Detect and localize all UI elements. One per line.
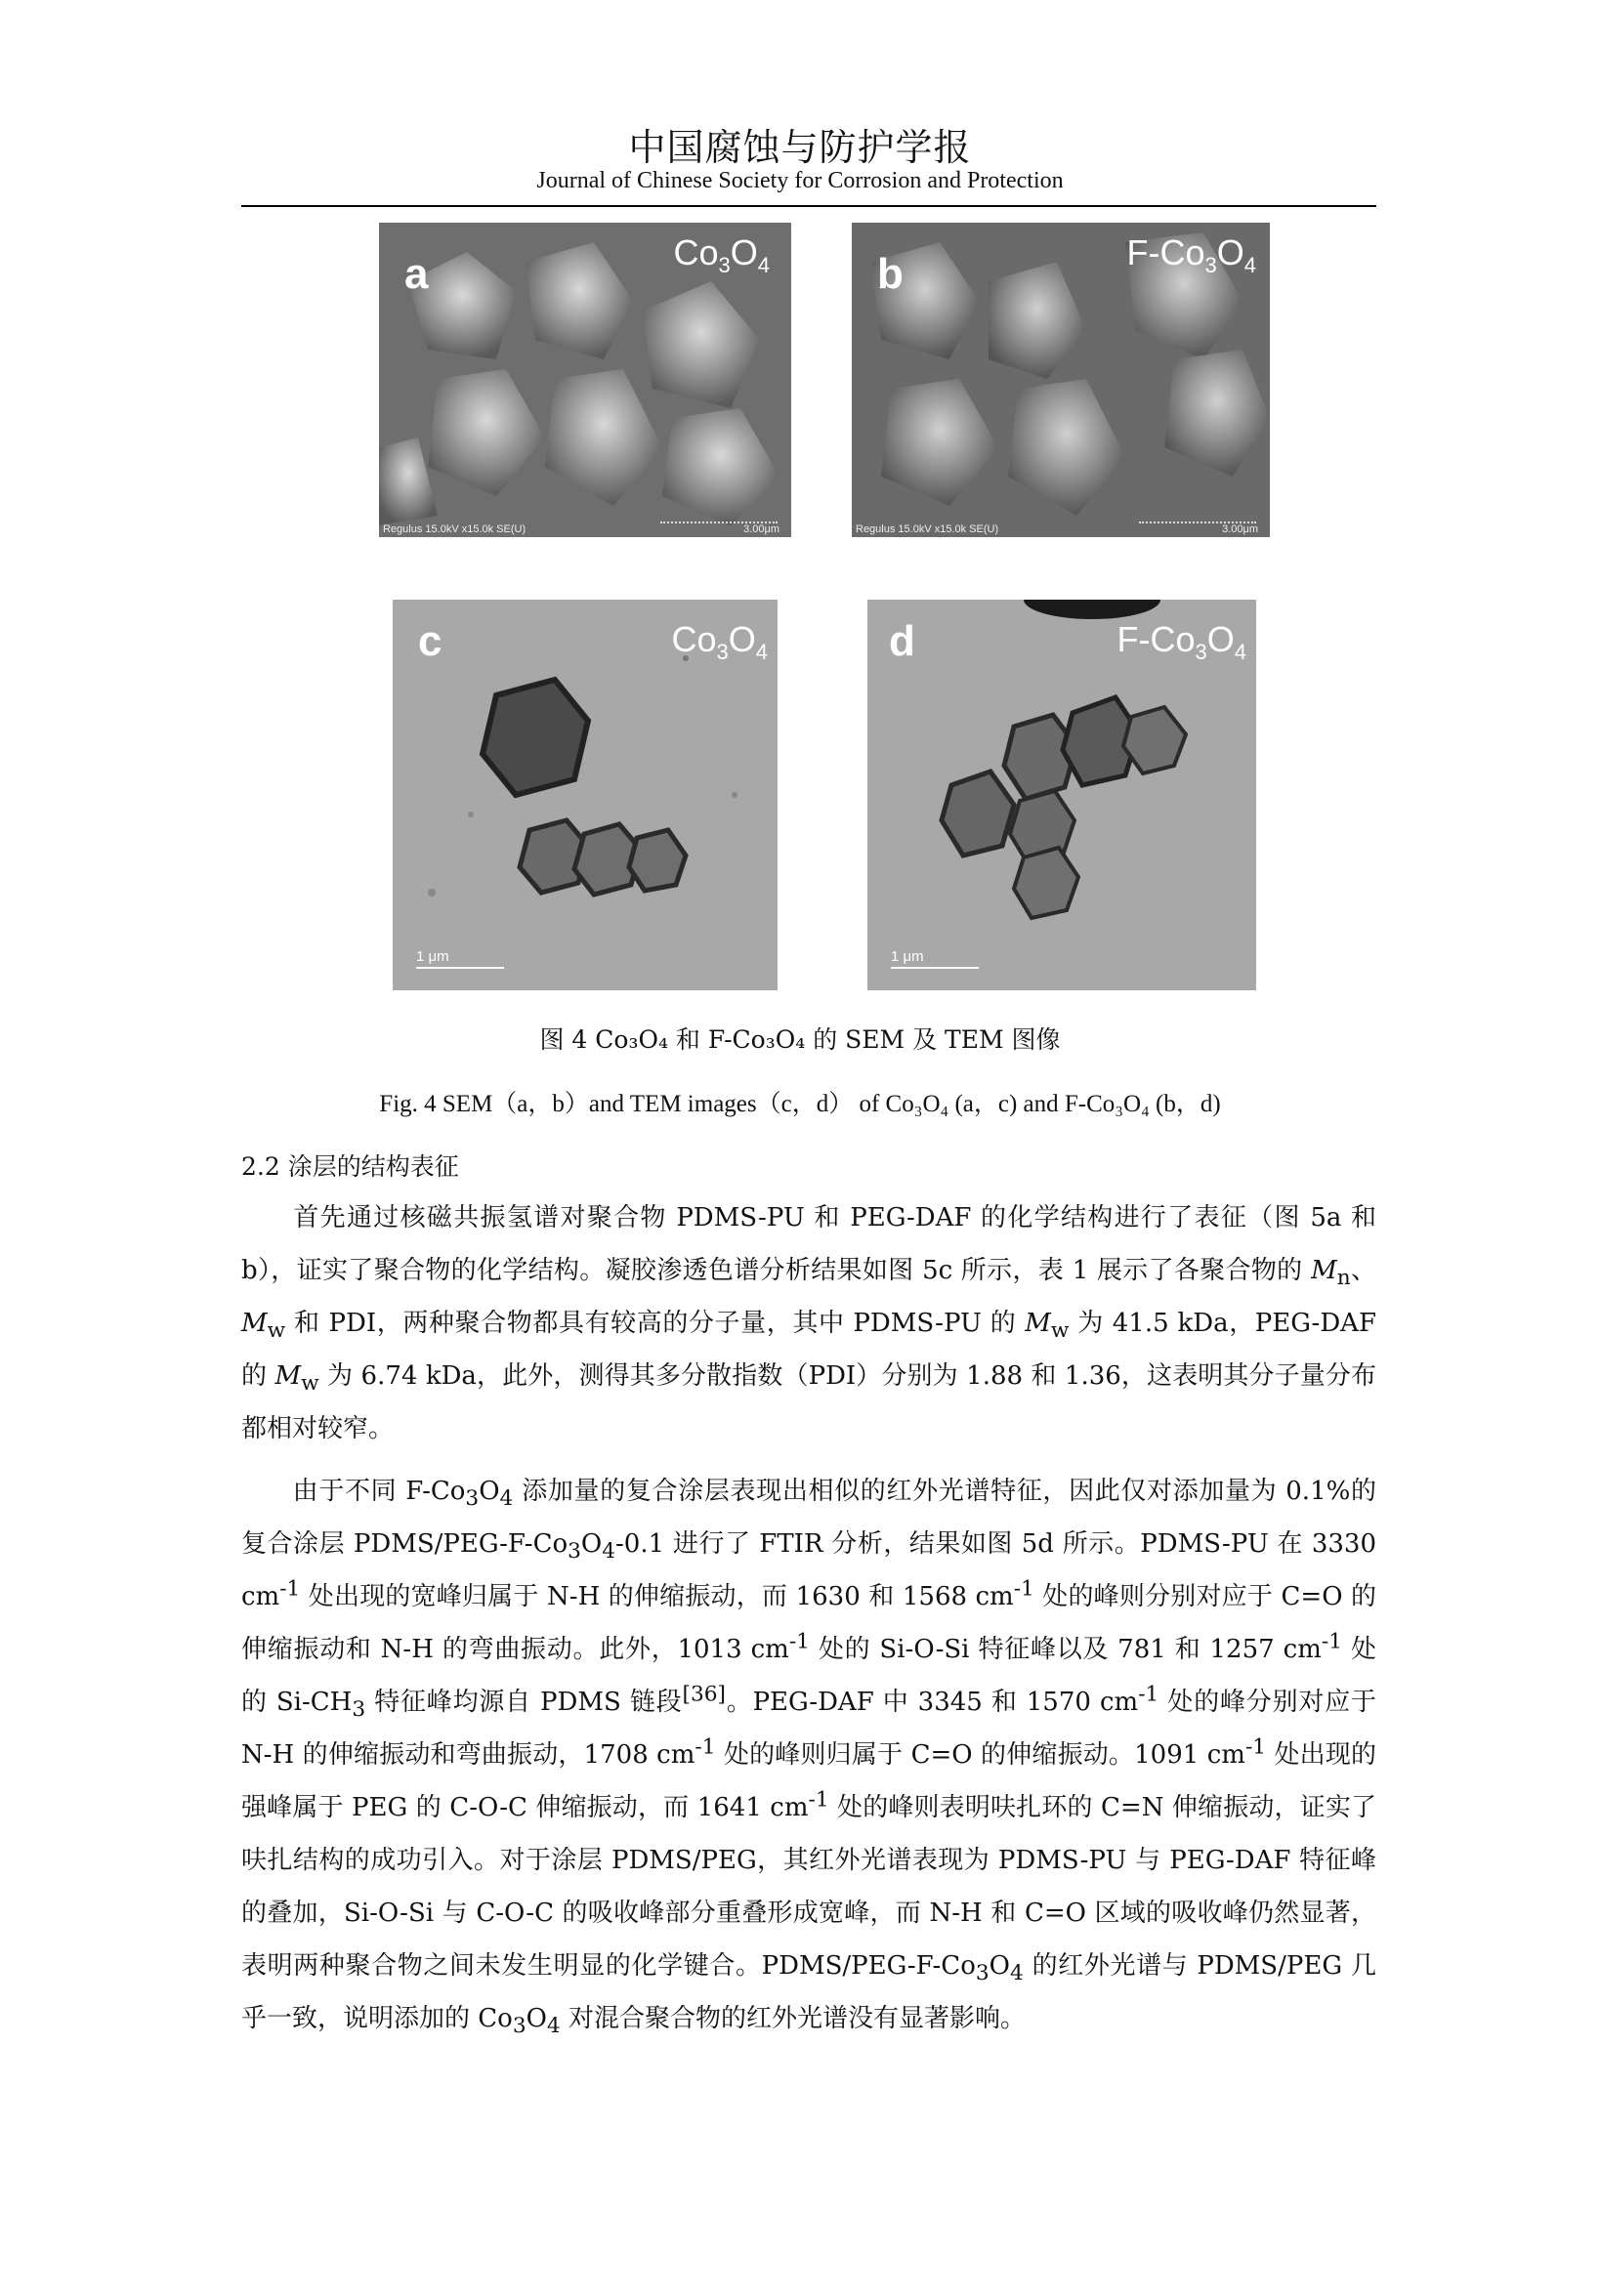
scale-label: 1 μm	[416, 948, 449, 965]
figure-panel-b	[852, 223, 1270, 537]
scale-label: 3.00μm	[1222, 523, 1258, 535]
panel-label: d	[889, 617, 915, 665]
sem-info: Regulus 15.0kV x15.0k SE(U)	[383, 523, 526, 535]
figure-caption-zh: 图 4 Co₃O₄ 和 F-Co₃O₄ 的 SEM 及 TEM 图像	[539, 1025, 1061, 1054]
paragraph-1: 首先通过核磁共振氢谱对聚合物 PDMS-PU 和 PEG-DAF 的化学结构进行了表征（图 5a 和 b），证实了聚合物的化学结构。凝胶渗透色谱分析结果如图 5c 所示，表 1 展示了各聚合物的 $M_n$、$M_w$ 和 PDI，两种聚合物都具有较高的分子量，其中 PDMS-PU 的 $M_w$ 为 41.5 kDa，PEG-DAF 的 $M_w$ 为 6.74 kDa，此外，测得其多分散指数（PDI）分别为 1.88 和 1.36，这表明其分子量分布都相对较窄。	[241, 1203, 1376, 1443]
journal-title-zh: 中国腐蚀与防护学报	[628, 126, 972, 169]
paragraph-2: 由于不同 $F-Co_3O_4$ 添加量的复合涂层表现出相似的红外光谱特征，因此仅对添加量为 0.1%的复合涂层 PDMS/$PEG-F-Co_3O_4-0.1$ 进行了 FTIR 分析，结果如图 5d 所示。PDMS-PU 在 3330 $cm^{-1}$ 处出现的宽峰归属于 N-H 的伸缩振动，而 1630 和 1568 $cm^{-1}$ 处的峰则分别对应于 C=O 的伸缩振动和 N-H 的弯曲振动。此外，1013 $cm^{-1}$ 处的 Si-O-Si 特征峰以及 781 和 1257 $cm^{-1}$ 处的 $Si-CH_3$ 特征峰均源自 PDMS 链段[36]。PEG-DAF 中 3345 和 1570 $cm^{-1}$ 处的峰分别对应于 N-H 的伸缩振动和弯曲振动，1708 $cm^{-1}$ 处的峰则归属于 C=O 的伸缩振动。1091 $cm^{-1}$ 处出现的强峰属于 PEG 的 C-O-C 伸缩振动，而 1641 $cm^{-1}$ 处的峰则表明呋扎环的 C=N 伸缩振动，证实了呋扎结构的成功引入。对于涂层 PDMS/PEG，其红外光谱表现为 PDMS-PU 与 PEG-DAF 特征峰的叠加，Si-O-Si 与 C-O-C 的吸收峰部分重叠形成宽峰，而 N-H 和 C=O 区域的吸收峰仍然显著，表明两种聚合物之间未发生明显的化学键合。PDMS/$PEG-F-Co_3O_4$ 的红外光谱与 PDMS/PEG 几乎一致，说明添加的 $Co_3O_4$ 对混合聚合物的红外光谱没有显著影响。	[241, 1477, 1377, 2039]
figure-panel-d	[867, 600, 1256, 990]
panel-formula: $F-Co_3O_4$	[1116, 619, 1246, 665]
panel-label: a	[404, 250, 429, 298]
panel-label: b	[877, 250, 904, 298]
panel-label: c	[418, 617, 442, 665]
scale-bar	[891, 948, 979, 969]
sem-info-bar	[379, 520, 791, 537]
figure-panel-c	[393, 600, 778, 990]
sem-info: Regulus 15.0kV x15.0k SE(U)	[856, 523, 999, 535]
section-heading: 2.2 涂层的结构表征	[241, 1152, 459, 1181]
panel-formula: $Co_3O_4$	[673, 232, 770, 278]
figure-panel-a	[379, 223, 791, 537]
sem-info-bar	[852, 520, 1270, 537]
panel-formula: $Co_3O_4$	[671, 619, 768, 665]
header-divider	[241, 205, 1376, 207]
panel-formula: $F-Co_3O_4$	[1126, 232, 1256, 278]
scale-label: 1 μm	[891, 948, 924, 965]
scale-label: 3.00μm	[743, 523, 779, 535]
scale-bar	[416, 948, 504, 969]
journal-title-en: Journal of Chinese Society for Corrosion and Protection	[536, 168, 1064, 193]
figure-caption-en: Fig. 4 SEM（a，b）and TEM images（c，d） of Co₃O₄ (a，c) and F-Co₃O₄ (b，d)	[379, 1091, 1221, 1117]
